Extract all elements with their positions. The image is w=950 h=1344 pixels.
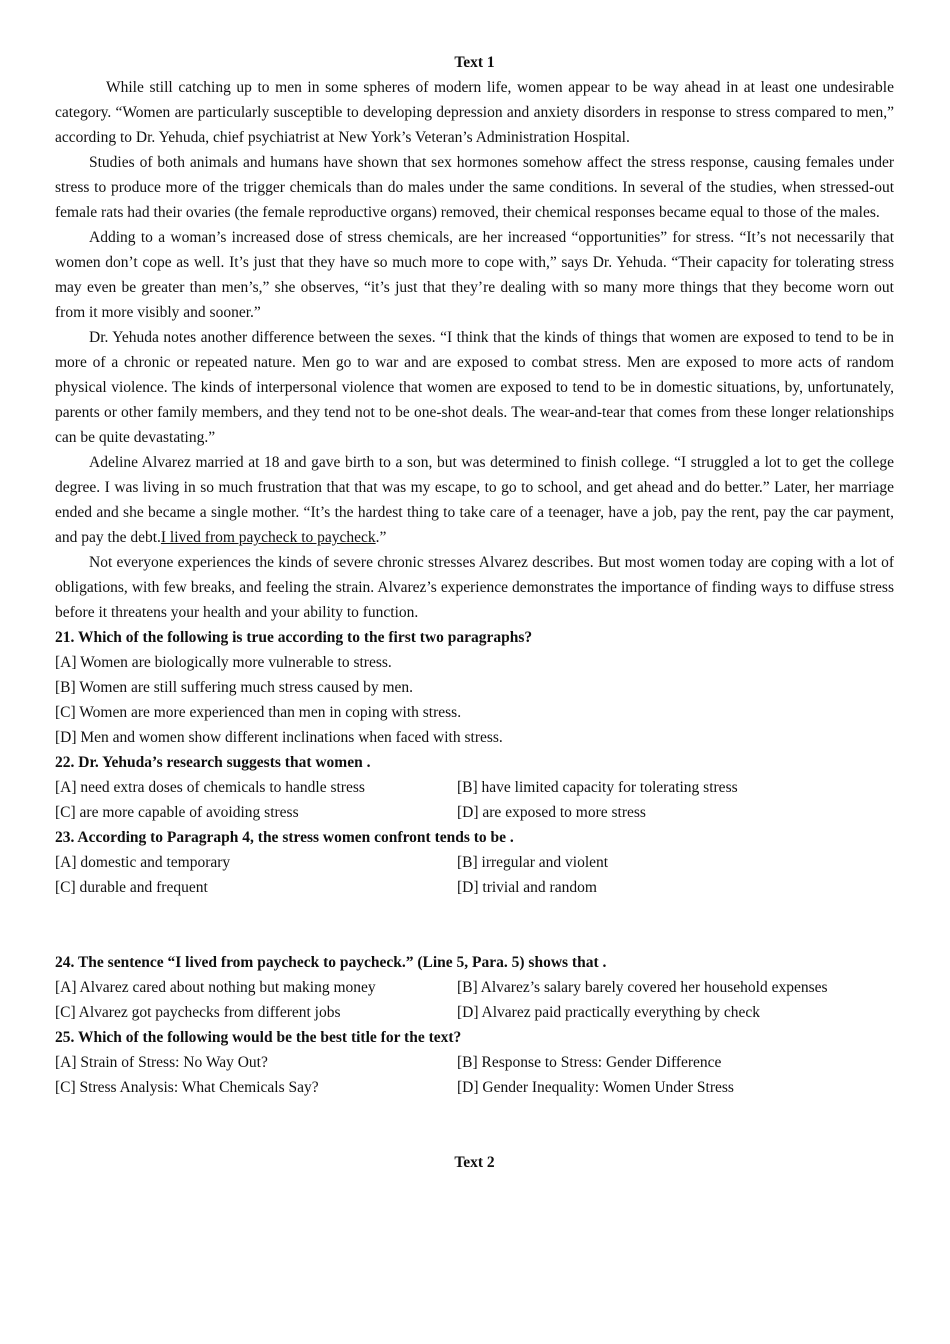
question-22: 22. Dr. Yehuda’s research suggests that women .: [55, 754, 371, 771]
q22-option-a: [A] need extra doses of chemicals to handle stress: [55, 779, 365, 796]
q23-option-b: [B] irregular and violent: [457, 854, 609, 871]
q25-option-a: [A] Strain of Stress: No Way Out?: [55, 1054, 268, 1071]
question-23: 23. According to Paragraph 4, the stress women confront tends to be .: [55, 829, 514, 846]
q24-row-1: [55, 975, 894, 1000]
paragraph-2: Studies of both animals and humans have shown that sex hormones somehow affect the stress response, causing females under stress to produce more of the trigger chemicals than do males under the same conditions. In several of the studies, when stressed-out female rats had their ovaries (the female reproductive organs) removed, their chemical responses became equal to those of the males.: [55, 154, 894, 221]
q24-option-c: [C] Alvarez got paychecks from different jobs: [55, 1004, 341, 1021]
q21-option-a: [A] Women are biologically more vulnerable to stress.: [55, 654, 392, 671]
paragraph-5: [55, 450, 894, 550]
q25-row-1: [55, 1050, 894, 1075]
q22-row-2: [55, 800, 894, 825]
q25-row-2: [55, 1075, 894, 1100]
q21-option-c: [C] Women are more experienced than men in coping with stress.: [55, 704, 462, 721]
spacer: [55, 900, 894, 950]
q23-option-d: [D] trivial and random: [457, 879, 597, 896]
q22-row-1: [55, 775, 894, 800]
q24-row-2: [55, 1000, 894, 1025]
q23-option-a: [A] domestic and temporary: [55, 854, 231, 871]
paragraph-5-text: Adeline Alvarez married at 18 and gave birth to a son, but was determined to finish college. “I struggled a lot to get the college degree. I was living in so much frustration that that was my escape, to go to school, and get ahead and do better.” Later, her marriage ended and she became a single mother. “It’s the hardest thing to take care of a teenager, have a job, pay the rent, pay the car payment, and pay the debt.: [55, 454, 894, 546]
paragraph-1: While still catching up to men in some spheres of modern life, women appear to be way ahead in at least one undesirable category. “Women are particularly susceptible to developing depression and anxiety disorders in response to stress compared to men,” according to Dr. Yehuda, chief psychiatrist at New York’s Veteran’s Administration Hospital.: [55, 79, 894, 146]
q23-row-1: [55, 850, 894, 875]
q24-option-a: [A] Alvarez cared about nothing but making money: [55, 979, 376, 996]
underlined-sentence: I lived from paycheck to paycheck: [160, 529, 376, 546]
q25-option-d: [D] Gender Inequality: Women Under Stress: [457, 1079, 734, 1096]
question-24: 24. The sentence “I lived from paycheck to paycheck.” (Line 5, Para. 5) shows that .: [55, 954, 607, 971]
text1-title: Text 1: [454, 54, 495, 71]
q23-row-2: [55, 875, 894, 900]
q21-option-d: [D] Men and women show different inclinations when faced with stress.: [55, 729, 503, 746]
q25-option-c: [C] Stress Analysis: What Chemicals Say?: [55, 1079, 319, 1096]
question-21: 21. Which of the following is true according to the first two paragraphs?: [55, 629, 533, 646]
paragraph-5-end: .”: [375, 529, 387, 546]
text2-title: Text 2: [454, 1154, 495, 1171]
spacer-2: [55, 1100, 894, 1150]
paragraph-6: Not everyone experiences the kinds of severe chronic stresses Alvarez describes. But most women today are coping with a lot of obligations, with few breaks, and feeling the strain. Alvarez’s experience demonstrates the importance of finding ways to diffuse stress before it threatens your health and your ability to function.: [55, 554, 894, 621]
q22-option-c: [C] are more capable of avoiding stress: [55, 804, 299, 821]
q25-option-b: [B] Response to Stress: Gender Difference: [457, 1054, 722, 1071]
q22-option-d: [D] are exposed to more stress: [457, 804, 646, 821]
exam-page: [55, 50, 894, 1175]
paragraph-3: Adding to a woman’s increased dose of stress chemicals, are her increased “opportunities” for stress. “It’s not necessarily that women don’t cope as well. It’s just that they have so much more to cope with,” says Dr. Yehuda. “Their capacity for tolerating stress may even be greater than men’s,” she observes, “it’s just that they’re dealing with so many more things that they become worn out from it more visibly and sooner.”: [55, 229, 894, 321]
q22-option-b: [B] have limited capacity for tolerating stress: [457, 779, 738, 796]
q21-option-b: [B] Women are still suffering much stress caused by men.: [55, 679, 414, 696]
q23-option-c: [C] durable and frequent: [55, 879, 208, 896]
question-25: 25. Which of the following would be the best title for the text?: [55, 1029, 462, 1046]
q24-option-d: [D] Alvarez paid practically everything by check: [457, 1004, 760, 1021]
paragraph-4: Dr. Yehuda notes another difference between the sexes. “I think that the kinds of things that women are exposed to tend to be in more of a chronic or repeated nature. Men go to war and are exposed to combat stress. Men are exposed to more acts of random physical violence. The kinds of interpersonal violence that women are exposed to tend to be in domestic situations, by, unfortunately, parents or other family members, and they tend not to be one-shot deals. The wear-and-tear that comes from these longer relationships can be quite devastating.”: [55, 329, 894, 446]
q24-option-b: [B] Alvarez’s salary barely covered her household expenses: [457, 979, 828, 996]
